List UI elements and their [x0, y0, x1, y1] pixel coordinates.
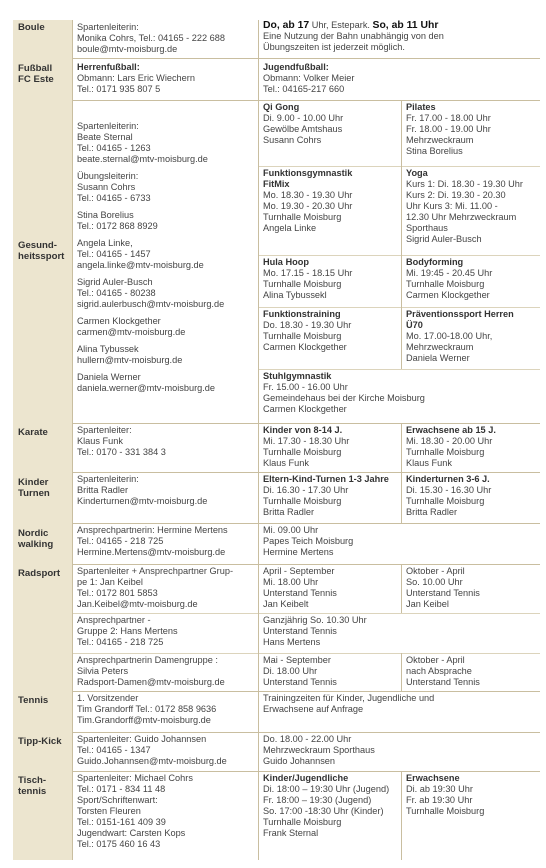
course-title: Pilates: [406, 102, 436, 112]
group-line: Britta Radler: [263, 507, 315, 517]
tennis-contact: [72, 691, 258, 732]
category-label: walking: [18, 539, 54, 550]
time-line: So. 10.00 Uhr: [406, 577, 463, 587]
category-kinderturnen: [13, 472, 72, 523]
group-line: Mi. 18.30 - 20.00 Uhr: [406, 436, 493, 446]
fussball-jugend: [258, 58, 540, 100]
contact-email: carmen@mtv-moisburg.de: [77, 327, 186, 337]
group-line: Di. ab 19:30 Uhr: [406, 784, 473, 794]
course-line: Sporthaus: [406, 223, 448, 233]
contact-email: Tim.Grandorff@mtv-moisburg.de: [77, 715, 211, 725]
category-label: Nordic: [18, 528, 49, 539]
radsport-contact-2: [72, 613, 258, 653]
radsport-times-3-winter: [401, 653, 540, 691]
course-line: 12.30 Uhr Mehrzweckraum: [406, 212, 517, 222]
contact-email: beate.sternal@mtv-moisburg.de: [77, 154, 208, 164]
contact-line: Klaus Funk: [77, 436, 123, 446]
course-line: Daniela Werner: [406, 353, 470, 363]
course-line: Susann Cohrs: [263, 135, 322, 145]
category-label: Gesund-: [18, 240, 57, 251]
contact-email: Guido.Johannsen@mtv-moisburg.de: [77, 756, 227, 766]
group-line: So. 17:00 -18:30 Uhr (Kinder): [263, 806, 384, 816]
course-line: Carmen Klockgether: [263, 404, 347, 414]
karate-erwachsene: [401, 423, 540, 472]
group-line: Turnhalle Moisburg: [406, 447, 485, 457]
weekend-label: So, ab 11 Uhr: [372, 20, 439, 31]
course-line: Kurs 2: Di. 19.30 - 20.30: [406, 190, 506, 200]
time-line: Do. 18.00 - 22.00 Uhr: [263, 734, 352, 744]
contact-block: [77, 238, 253, 271]
contact-line: Jugendwart: Carsten Kops: [77, 828, 186, 838]
group-line: Frank Sternal: [263, 828, 319, 838]
category-tischtennis: [13, 771, 72, 860]
tischtennis-jugend: [258, 771, 401, 860]
contact-line: Britta Radler: [77, 485, 129, 495]
time-line: Unterstand Tennis: [263, 626, 337, 636]
time-line: Unterstand Tennis: [406, 677, 480, 687]
contact-line: Obmann: Volker Meier: [263, 73, 355, 83]
category-label: heitssport: [18, 251, 65, 262]
contact-email: Kinderturnen@mtv-moisburg.de: [77, 496, 208, 506]
course-title: Yoga: [406, 168, 428, 178]
contact-line: Tel.: 04165 - 218 725: [77, 536, 164, 546]
note-line: Übungszeiten ist jederzeit möglich.: [263, 42, 405, 52]
course-funktionstraining: [258, 307, 401, 369]
contact-line: Spartenleiterin:: [77, 474, 139, 484]
course-line: Mehrzweckraum: [406, 342, 474, 352]
time-line: Papes Teich Moisburg: [263, 536, 354, 546]
contact-line: Alina Tybussek: [77, 344, 139, 354]
group-line: Fr. ab 19:30 Uhr: [406, 795, 473, 805]
contact-line: Torsten Fleuren: [77, 806, 141, 816]
radsport-times-2: [258, 613, 540, 653]
time-line: Hans Mertens: [263, 637, 321, 647]
group-title: Kinderturnen 3-6 J.: [406, 474, 490, 484]
time-rest: Uhr, Estepark.: [309, 20, 373, 30]
boule-contact: [72, 20, 258, 58]
category-label: Kinder: [18, 477, 49, 488]
radsport-times-1-summer: [258, 564, 401, 613]
contact-line: Stina Borelius: [77, 210, 134, 220]
time-line: Oktober - April: [406, 655, 465, 665]
course-line: Mi. 19:45 - 20.45 Uhr: [406, 268, 493, 278]
time-line: Mehrzweckraum Sporthaus: [263, 745, 375, 755]
course-line: Fr. 15.00 - 16.00 Uhr: [263, 382, 348, 392]
contact-line: Tel.: 0151-161 409 39: [77, 817, 166, 827]
time-line: Unterstand Tennis: [263, 677, 337, 687]
contact-line: Tel.: 0172 801 5853: [77, 588, 158, 598]
time-line: Jan Keibelt: [263, 599, 309, 609]
time-line: Hermine Mertens: [263, 547, 334, 557]
course-line: Mehrzweckraum: [406, 135, 474, 145]
contact-email: angela.linke@mtv-moisburg.de: [77, 260, 204, 270]
kinderturnen-eltern-kind: [258, 472, 401, 523]
contact-block: [77, 277, 253, 310]
category-karate: [13, 423, 72, 472]
course-line: Sigrid Auler-Busch: [406, 234, 482, 244]
time-line: Jan Keibel: [406, 599, 449, 609]
kinderturnen-3-6: [401, 472, 540, 523]
course-yoga: [401, 166, 540, 255]
group-line: Di. 18:00 – 19:30 Uhr (Jugend): [263, 784, 390, 794]
contact-email: Hermine.Mertens@mtv-moisburg.de: [77, 547, 226, 557]
contact-line: Tel.: 0175 460 16 43: [77, 839, 161, 849]
course-stuhlgymnastik: [258, 369, 540, 423]
day-label: Do, ab 17: [263, 20, 310, 31]
course-line: Fr. 18.00 - 19.00 Uhr: [406, 124, 491, 134]
contact-line: Daniela Werner: [77, 372, 141, 382]
contact-email: Radsport-Damen@mtv-moisburg.de: [77, 677, 225, 687]
contact-line: Tel.: 04165 - 80238: [77, 288, 156, 298]
tischtennis-erwachsene: [401, 771, 540, 860]
time-line: Mai - September: [263, 655, 331, 665]
group-line: Fr. 18:00 – 19:30 (Jugend): [263, 795, 372, 805]
group-title: Kinder von 8-14 J.: [263, 425, 343, 435]
radsport-times-3-summer: [258, 653, 401, 691]
contact-line: Spartenleiter + Ansprechpartner Grup-: [77, 566, 234, 576]
course-line: Fr. 17.00 - 18.00 Uhr: [406, 113, 491, 123]
contact-line: Gruppe 2: Hans Mertens: [77, 626, 178, 636]
category-radsport: [13, 564, 72, 691]
time-line: Unterstand Tennis: [263, 588, 337, 598]
contact-email: sigrid.aulerbusch@mtv-moisburg.de: [77, 299, 225, 309]
course-line: Mo. 17.15 - 18.15 Uhr: [263, 268, 353, 278]
nordic-times: [258, 523, 540, 564]
contact-line: Spartenleiter: Michael Cohrs: [77, 773, 193, 783]
contact-line: Ansprechpartner -: [77, 615, 151, 625]
contact-line: Silvia Peters: [77, 666, 129, 676]
contact-line: Übungsleiterin:: [77, 171, 139, 181]
course-title: Präventionssport Herren: [406, 309, 514, 319]
contact-line: Tel.: 04165 - 1263: [77, 143, 151, 153]
contact-line: Ansprechpartnerin: Hermine Mertens: [77, 525, 228, 535]
time-line: Ganzjährig So. 10.30 Uhr: [263, 615, 367, 625]
category-label: tennis: [18, 786, 47, 797]
group-line: Di. 15.30 - 16.30 Uhr: [406, 485, 492, 495]
contact-block: [77, 121, 253, 165]
time-line: Mi. 18.00 Uhr: [263, 577, 319, 587]
course-funktionsgymnastik: [258, 166, 401, 255]
time-line: nach Absprache: [406, 666, 472, 676]
course-line: Carmen Klockgether: [406, 290, 490, 300]
group-line: Klaus Funk: [406, 458, 452, 468]
category-label: Tisch-: [18, 775, 47, 786]
category-label: Radsport: [18, 568, 61, 579]
course-line: Mo. 19.30 - 20.30 Uhr: [263, 201, 353, 211]
contact-line: Spartenleiterin:: [77, 22, 139, 32]
contact-line: Ansprechpartnerin Damengruppe :: [77, 655, 218, 665]
category-label: FC Este: [18, 74, 54, 85]
course-line: Gemeindehaus bei der Kirche Moisburg: [263, 393, 425, 403]
contact-block: [77, 344, 253, 366]
contact-line: Beate Sternal: [77, 132, 133, 142]
course-line: Turnhalle Moisburg: [263, 212, 342, 222]
contact-line: Spartenleiter: Guido Johannsen: [77, 734, 207, 744]
contact-block: [77, 171, 253, 204]
category-label: Tennis: [18, 695, 49, 706]
contact-email: Jan.Keibel@mtv-moisburg.de: [77, 599, 198, 609]
group-line: Di. 16.30 - 17.30 Uhr: [263, 485, 349, 495]
contact-line: Sigrid Auler-Busch: [77, 277, 153, 287]
course-line: Alina Tybussekl: [263, 290, 327, 300]
group-line: Turnhalle Moisburg: [406, 806, 485, 816]
boule-times: [258, 18, 540, 58]
course-line: Mo. 18.30 - 19.30 Uhr: [263, 190, 353, 200]
course-title: Funktionstraining: [263, 309, 341, 319]
group-title: Eltern-Kind-Turnen 1-3 Jahre: [263, 474, 389, 484]
course-line: Carmen Klockgether: [263, 342, 347, 352]
category-gesundheitssport: [13, 100, 72, 423]
contact-line: Angela Linke,: [77, 238, 133, 248]
category-label: Tipp-Kick: [18, 736, 62, 747]
contact-line: Tel.: 0171 935 807 5: [77, 84, 161, 94]
course-qigong: [258, 100, 401, 166]
course-line: Di. 9.00 - 10.00 Uhr: [263, 113, 344, 123]
section-title: Jugendfußball:: [263, 62, 329, 72]
contact-line: Carmen Klockgether: [77, 316, 161, 326]
contact-email: boule@mtv-moisburg.de: [77, 44, 178, 54]
contact-line: Monika Cohrs, Tel.: 04165 - 222 688: [77, 33, 225, 43]
contact-block: [77, 372, 253, 394]
note-line: Eine Nutzung der Bahn unabhängig von den: [263, 31, 444, 41]
category-tipp-kick: [13, 732, 72, 771]
contact-email: daniela.werner@mtv-moisburg.de: [77, 383, 216, 393]
group-line: Britta Radler: [406, 507, 458, 517]
contact-line: Tim Grandorff Tel.: 0172 858 9636: [77, 704, 217, 714]
contact-line: Spartenleiterin:: [77, 121, 139, 131]
time-line: Erwachsene auf Anfrage: [263, 704, 364, 714]
contact-line: Sport/Schriftenwart:: [77, 795, 158, 805]
time-line: Mi. 09.00 Uhr: [263, 525, 319, 535]
category-boule: [13, 20, 72, 58]
group-title: Erwachsene ab 15 J.: [406, 425, 496, 435]
group-line: Klaus Funk: [263, 458, 309, 468]
category-fussball: [13, 58, 72, 100]
contact-line: Tel.: 04165 - 1347: [77, 745, 151, 755]
nordic-contact: [72, 523, 258, 564]
group-line: Turnhalle Moisburg: [263, 496, 342, 506]
course-title: Hula Hoop: [263, 257, 309, 267]
tippkick-contact: [72, 732, 258, 771]
time-line: Trainingzeiten für Kinder, Jugendliche und: [263, 693, 435, 703]
course-line: Turnhalle Moisburg: [406, 279, 485, 289]
section-title: Herrenfußball:: [77, 62, 140, 72]
time-line: Oktober - April: [406, 566, 465, 576]
time-line: Di. 18.00 Uhr: [263, 666, 318, 676]
course-line: Gewölbe Amtshaus: [263, 124, 343, 134]
category-nordic-walking: [13, 523, 72, 564]
group-line: Turnhalle Moisburg: [406, 496, 485, 506]
category-label: Karate: [18, 427, 48, 438]
course-title: Bodyforming: [406, 257, 464, 267]
course-line: Turnhalle Moisburg: [263, 331, 342, 341]
course-line: Kurs 1: Di. 18.30 - 19.30 Uhr: [406, 179, 523, 189]
course-title: Ü70: [406, 320, 423, 330]
course-line: Turnhalle Moisburg: [263, 279, 342, 289]
group-line: Turnhalle Moisburg: [263, 447, 342, 457]
kinderturnen-contact: [72, 472, 258, 523]
group-line: Turnhalle Moisburg: [263, 817, 342, 827]
contact-line: Obmann: Lars Eric Wiechern: [77, 73, 195, 83]
radsport-times-1-winter: [401, 564, 540, 613]
contact-line: Susann Cohrs: [77, 182, 136, 192]
tischtennis-contact: [72, 771, 258, 860]
course-bodyforming: [401, 255, 540, 307]
time-line: Unterstand Tennis: [406, 588, 480, 598]
contact-line: Tel.: 04165-217 660: [263, 84, 345, 94]
course-pilates: [401, 100, 540, 166]
tennis-times: [258, 691, 540, 732]
category-label: Boule: [18, 22, 45, 33]
course-line: Mo. 17.00-18.00 Uhr,: [406, 331, 493, 341]
contact-line: Tel.: 0172 868 8929: [77, 221, 158, 231]
group-title: Erwachsene: [406, 773, 460, 783]
contact-email: hullern@mtv-moisburg.de: [77, 355, 183, 365]
contact-line: Tel.: 04165 - 6733: [77, 193, 151, 203]
course-title: Stuhlgymnastik: [263, 371, 332, 381]
course-hulahoop: [258, 255, 401, 307]
category-tennis: [13, 691, 72, 732]
contact-line: Tel.: 04165 - 1457: [77, 249, 151, 259]
course-line: Do. 18.30 - 19.30 Uhr: [263, 320, 352, 330]
contact-line: Tel.: 04165 - 218 725: [77, 637, 164, 647]
contact-line: Tel.: 0171 - 834 11 48: [77, 784, 166, 794]
contact-line: 1. Vorsitzender: [77, 693, 139, 703]
contact-line: Spartenleiter:: [77, 425, 132, 435]
karate-kinder: [258, 423, 401, 472]
course-line: Stina Borelius: [406, 146, 463, 156]
group-title: Kinder/Jugendliche: [263, 773, 349, 783]
contact-block: [77, 316, 253, 338]
contact-block: [77, 210, 253, 232]
fussball-herren: [72, 58, 258, 100]
category-label: Turnen: [18, 488, 50, 499]
boule-time-line: [263, 20, 535, 31]
time-line: Guido Johannsen: [263, 756, 336, 766]
group-line: Mi. 17.30 - 18.30 Uhr: [263, 436, 350, 446]
radsport-contact-1: [72, 564, 258, 613]
gesundheit-contacts: [72, 100, 258, 423]
contact-line: Tel.: 0170 - 331 384 3: [77, 447, 166, 457]
category-label: Fußball: [18, 63, 53, 74]
course-praeventionssport: [401, 307, 540, 369]
tippkick-times: [258, 732, 540, 771]
course-title: Funktionsgymnastik: [263, 168, 353, 178]
course-title: Qi Gong: [263, 102, 300, 112]
time-line: April - September: [263, 566, 335, 576]
course-line: Angela Linke: [263, 223, 317, 233]
course-line: Uhr Kurs 3: Mi. 11.00 -: [406, 201, 498, 211]
radsport-contact-3: [72, 653, 258, 691]
contact-line: pe 1: Jan Keibel: [77, 577, 143, 587]
course-title: FitMix: [263, 179, 290, 189]
karate-contact: [72, 423, 258, 472]
